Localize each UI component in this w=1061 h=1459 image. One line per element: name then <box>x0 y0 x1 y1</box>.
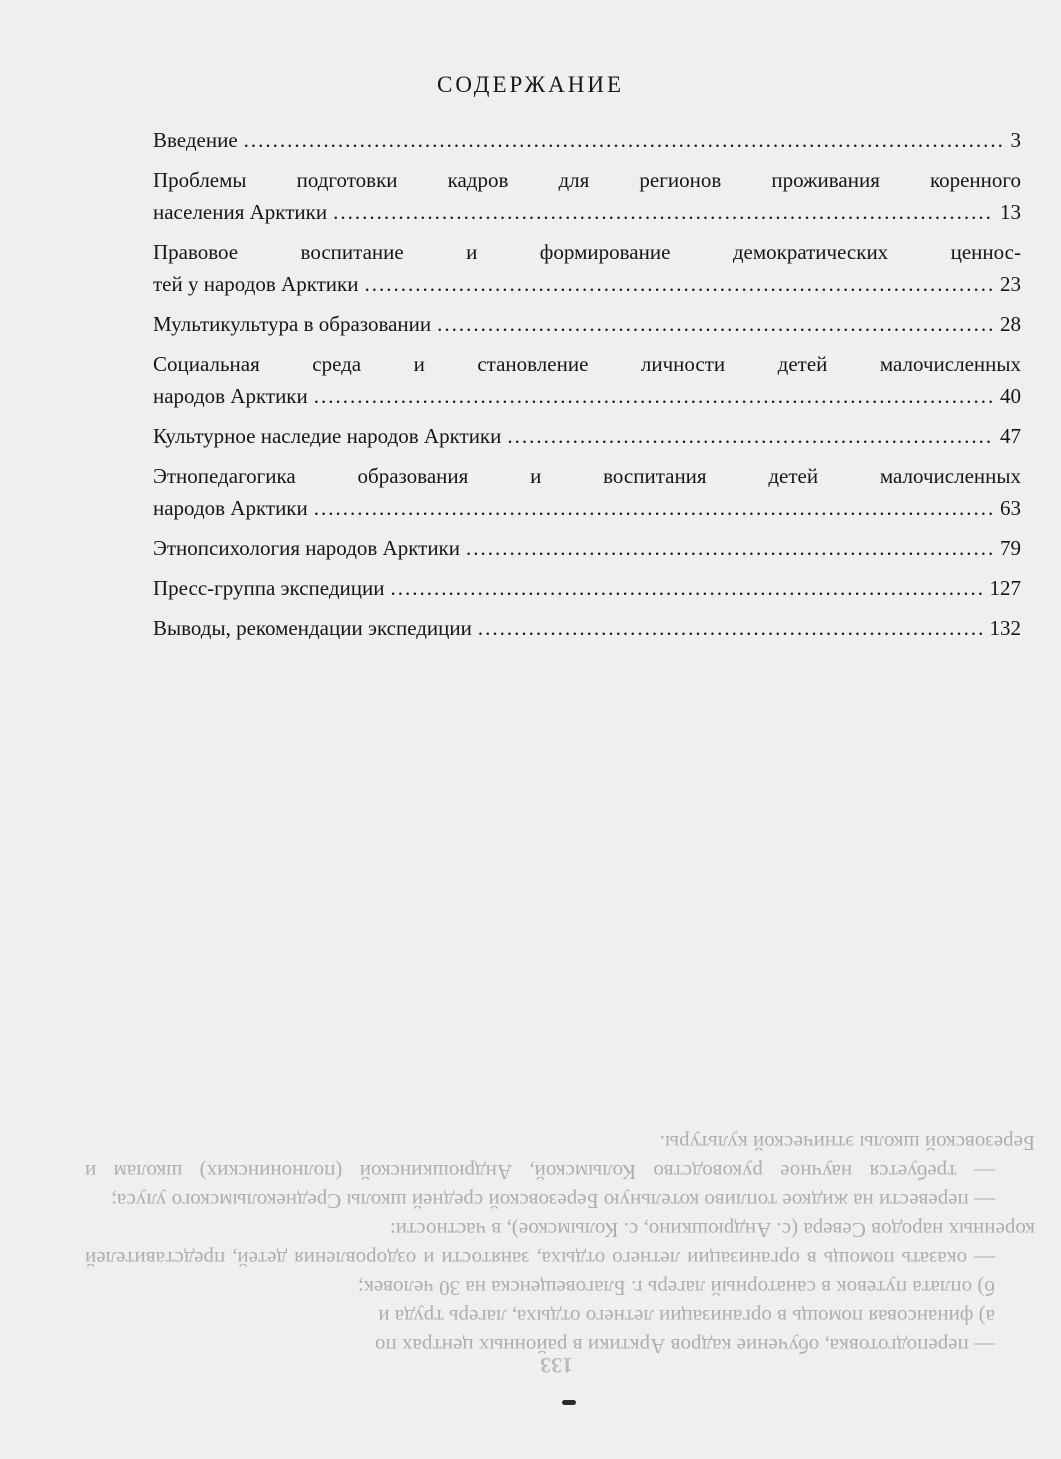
toc-entry[interactable] <box>153 612 1021 644</box>
toc-page-number: 79 <box>1000 536 1021 560</box>
toc-entry-title-line: Этнопедагогика образования и воспитания детей малочисленных <box>153 464 1021 488</box>
toc-entry[interactable] <box>153 236 1021 300</box>
toc-entry-title: Пресс-группа экспедиции <box>153 576 385 600</box>
table-of-contents <box>153 124 1021 652</box>
toc-entry-title: народов Арктики <box>153 384 308 408</box>
toc-entry[interactable] <box>153 572 1021 604</box>
toc-entry-title: тей у народов Арктики <box>153 272 359 296</box>
toc-entry[interactable] <box>153 460 1021 524</box>
toc-entry[interactable] <box>153 164 1021 228</box>
toc-entry[interactable] <box>153 308 1021 340</box>
toc-entry-title: Культурное наследие народов Арктики <box>153 424 502 448</box>
toc-entry[interactable] <box>153 348 1021 412</box>
toc-entry-title: народов Арктики <box>153 496 308 520</box>
toc-page-number: 28 <box>1000 312 1021 336</box>
toc-page-number: 132 <box>989 616 1021 640</box>
toc-entry[interactable] <box>153 420 1021 452</box>
toc-entry-title: Выводы, рекомендации экспедиции <box>153 616 472 640</box>
bleed-paragraph: — оказать помощь в организации летнего отдыха, занятости и оздоровления детей, представителей коренных народов Севера (с. Андрюшкино, с. Колымское), в частности: <box>85 1218 1035 1271</box>
bleed-paragraph: б) оплата путевок в санаторный лагерь г. Благовещенска на 30 человек; <box>357 1276 995 1300</box>
dot-leader <box>244 124 1005 156</box>
toc-page-number: 47 <box>1000 424 1021 448</box>
toc-entry-title-line: Правовое воспитание и формирование демократических ценнос- <box>153 240 1021 264</box>
print-mark <box>562 1400 576 1405</box>
bleed-paragraph: а) финансовая помощь в организации летнего отдыха, лагерь труда и <box>378 1305 995 1329</box>
dot-leader <box>437 308 994 340</box>
toc-page-number: 13 <box>1000 200 1021 224</box>
dot-leader <box>478 612 984 644</box>
bleed-paragraph: — переподготовка, обучение кадров Арктики в районных центрах по <box>375 1334 995 1358</box>
bleed-paragraph: — перевести на жидкое топливо котельную Березовской средней школы Среднеколымского улуса; <box>111 1189 995 1213</box>
toc-entry-title-line: Проблемы подготовки кадров для регионов проживания коренного <box>153 168 1021 192</box>
toc-entry[interactable] <box>153 532 1021 564</box>
toc-page-number: 23 <box>1000 272 1021 296</box>
toc-entry-title-line: Социальная среда и становление личности детей малочисленных <box>153 352 1021 376</box>
dot-leader <box>466 532 994 564</box>
toc-page-number: 63 <box>1000 496 1021 520</box>
toc-entry-title: Мультикультура в образовании <box>153 312 432 336</box>
dot-leader <box>314 380 994 412</box>
toc-page-number: 127 <box>989 576 1021 600</box>
dot-leader <box>507 420 994 452</box>
bleed-paragraph: — требуется научное руководство Колымской, Андрюшкинской (полнонинских) школам и Березовской школы этнической культуры. <box>85 1131 1035 1184</box>
toc-entry-title: Этнопсихология народов Арктики <box>153 536 460 560</box>
page-title: СОДЕРЖАНИЕ <box>436 72 624 97</box>
dot-leader <box>365 268 995 300</box>
dot-leader <box>314 492 994 524</box>
toc-entry[interactable] <box>153 124 1021 156</box>
dot-leader <box>390 572 983 604</box>
toc-page-number: 40 <box>1000 384 1021 408</box>
bleed-page-number: 133 <box>540 1353 573 1378</box>
bleed-through-text <box>85 640 1035 1360</box>
toc-entry-title: населения Арктики <box>153 200 328 224</box>
dot-leader <box>333 196 994 228</box>
toc-page-number: 3 <box>1010 128 1021 152</box>
toc-entry-title: Введение <box>153 128 238 152</box>
